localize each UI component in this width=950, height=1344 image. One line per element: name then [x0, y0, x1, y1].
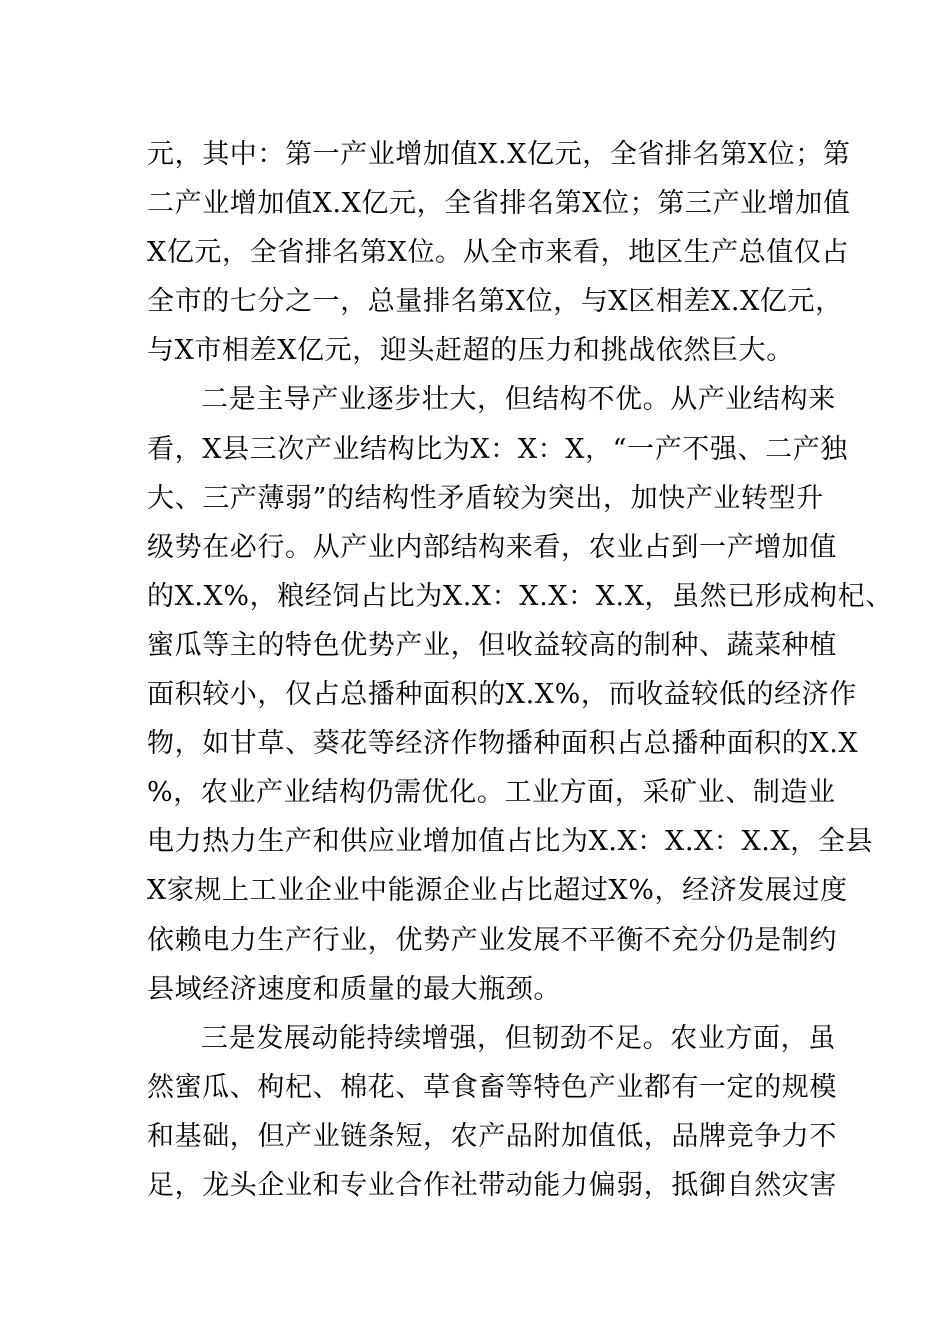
text-line: 级势在必行。从产业内部结构来看，农业占到一产增加值	[147, 531, 837, 563]
text-line: 足，龙头企业和专业合作社带动能力偏弱，抵御自然灾害	[147, 1169, 837, 1201]
document-body	[147, 130, 893, 1210]
text-line: 二产业增加值X.X亿元，全省排名第X位；第三产业增加值	[147, 188, 851, 220]
paragraph-1	[147, 130, 851, 375]
text-line: 面积较小，仅占总播种面积的X.X%，而收益较低的经济作	[147, 679, 857, 711]
paragraph-3	[147, 1014, 837, 1210]
text-line: %，农业产业结构仍需优化。工业方面，采矿业、制造业	[147, 777, 836, 809]
text-line: X亿元，全省排名第X位。从全市来看，地区生产总值仅占	[147, 237, 850, 269]
text-line: 元，其中：第一产业增加值X.X亿元，全省排名第X位；第	[147, 139, 851, 170]
text-line: 依赖电力生产行业，优势产业发展不平衡不充分仍是制约	[147, 924, 837, 956]
text-line: 全市的七分之一，总量排名第X位，与X区相差X.X亿元，	[147, 286, 843, 318]
text-line: 电力热力生产和供应业增加值占比为X.X：X.X：X.X，全县	[147, 826, 874, 858]
text-line: 县域经济速度和质量的最大瓶颈。	[147, 973, 561, 1005]
text-line: 大、三产薄弱”的结构性矛盾较为突出，加快产业转型升	[147, 482, 824, 514]
text-line: X家规上工业企业中能源企业占比超过X%，经济发展过度	[147, 875, 848, 907]
text-line: 与X市相差X亿元，迎头赶超的压力和挑战依然巨大。	[147, 335, 794, 367]
text-line: 看，X县三次产业结构比为X：X：X，“一产不强、二产独	[147, 433, 848, 465]
text-line: 物，如甘草、葵花等经济作物播种面积占总播种面积的X.X	[147, 728, 859, 760]
paragraph-2	[147, 375, 893, 1013]
text-line: 三是发展动能持续增强，但韧劲不足。农业方面，虽	[201, 1022, 836, 1054]
text-line: 蜜瓜等主的特色优势产业，但收益较高的制种、蔬菜种植	[147, 629, 837, 661]
text-line: 然蜜瓜、枸杞、棉花、草食畜等特色产业都有一定的规模	[147, 1071, 837, 1103]
text-line: 的X.X%，粮经饲占比为X.X：X.X：X.X，虽然已形成枸杞、	[147, 580, 893, 612]
text-line: 二是主导产业逐步壮大，但结构不优。从产业结构来	[201, 384, 836, 416]
text-line: 和基础，但产业链条短，农产品附加值低，品牌竞争力不	[147, 1120, 837, 1152]
